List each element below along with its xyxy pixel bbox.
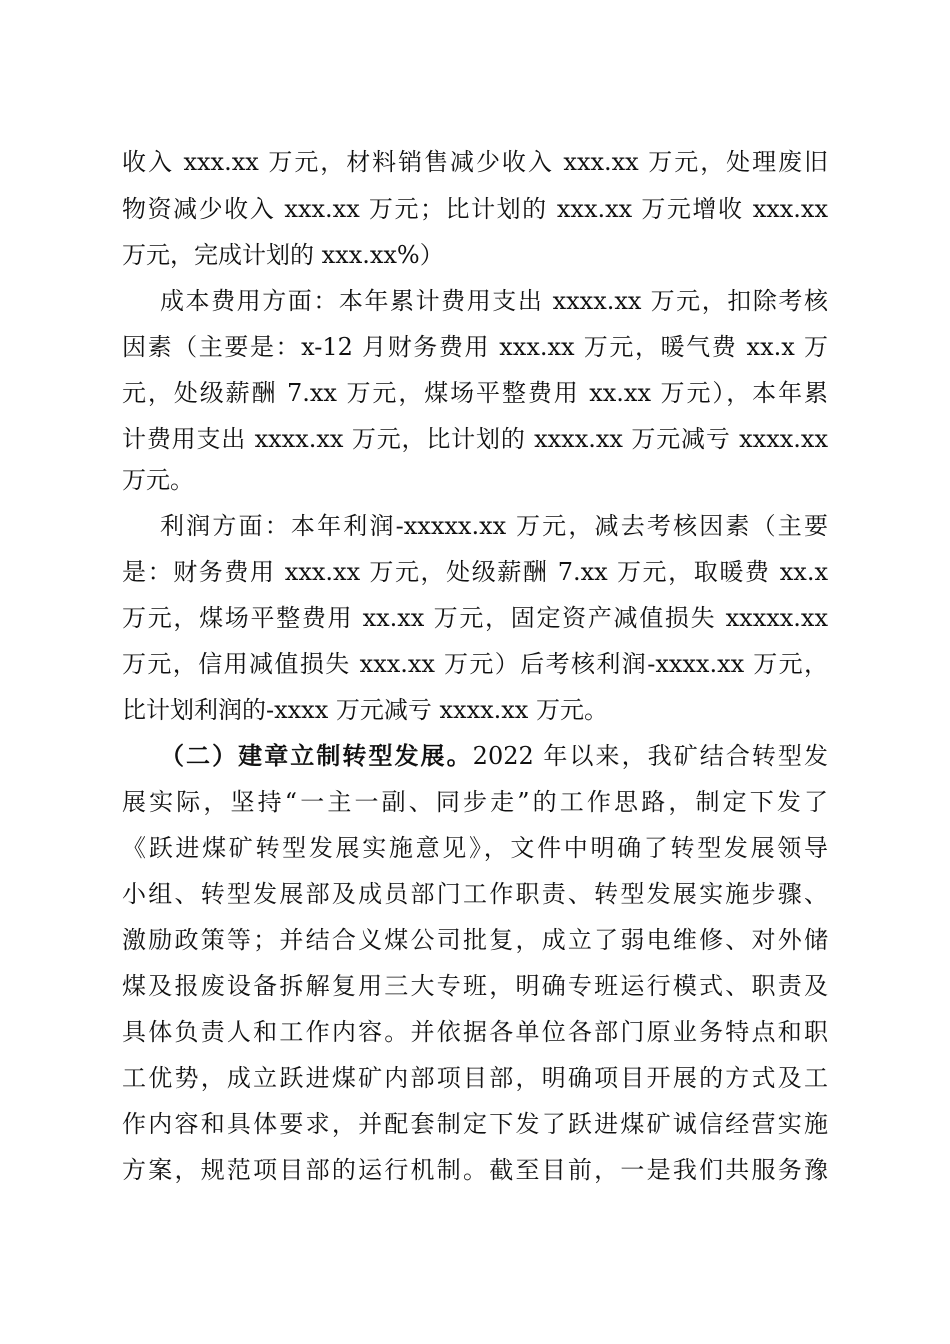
- text-line: 展实际，坚持“一主一副、同步走”的工作思路，制定下发了: [122, 788, 828, 816]
- text-line: 激励政策等；并结合义煤公司批复，成立了弱电维修、对外储: [122, 926, 828, 954]
- text-line: 具体负责人和工作内容。并依据各单位各部门原业务特点和职: [122, 1018, 828, 1046]
- text-line: 方案，规范项目部的运行机制。截至目前，一是我们共服务豫: [122, 1156, 828, 1184]
- text-line: 因素（主要是：x-12 月财务费用 xxx.xx 万元，暖气费 xx.x 万: [122, 333, 828, 361]
- paragraph-first-line: 成本费用方面：本年累计费用支出 xxxx.xx 万元，扣除考核: [160, 287, 828, 315]
- text-line: 万元，完成计划的 xxx.xx%）: [122, 241, 444, 269]
- text-line: 元，处级薪酬 7.xx 万元，煤场平整费用 xx.xx 万元），本年累: [122, 379, 828, 407]
- section-heading: （二）建章立制转型发展。: [160, 742, 473, 770]
- text-line: 物资减少收入 xxx.xx 万元；比计划的 xxx.xx 万元增收 xxx.xx: [122, 195, 828, 223]
- text-line: 《跃进煤矿转型发展实施意见》，文件中明确了转型发展领导: [122, 834, 828, 862]
- text-line: 万元。: [122, 466, 194, 494]
- text-line: 作内容和具体要求，并配套制定下发了跃进煤矿诚信经营实施: [122, 1110, 828, 1138]
- section-heading-line: [160, 742, 828, 770]
- text-line: 收入 xxx.xx 万元，材料销售减少收入 xxx.xx 万元，处理废旧: [122, 148, 828, 176]
- text-line: 是：财务费用 xxx.xx 万元，处级薪酬 7.xx 万元，取暖费 xx.x: [122, 558, 828, 586]
- text-line: 比计划利润的-xxxx 万元减亏 xxxx.xx 万元。: [122, 696, 608, 724]
- text-line: 万元，信用减值损失 xxx.xx 万元）后考核利润-xxxx.xx 万元，: [122, 650, 828, 678]
- text-line: 小组、转型发展部及成员部门工作职责、转型发展实施步骤、: [122, 880, 828, 908]
- text-line: 工优势，成立跃进煤矿内部项目部，明确项目开展的方式及工: [122, 1064, 828, 1092]
- text-line: 煤及报废设备拆解复用三大专班，明确专班运行模式、职责及: [122, 972, 828, 1000]
- paragraph-first-line: 利润方面：本年利润-xxxxx.xx 万元，减去考核因素（主要: [160, 512, 828, 540]
- text-line: 计费用支出 xxxx.xx 万元，比计划的 xxxx.xx 万元减亏 xxxx.xx: [122, 425, 828, 453]
- section-heading-continuation: 2022 年以来，我矿结合转型发: [472, 742, 828, 770]
- text-line: 万元，煤场平整费用 xx.xx 万元，固定资产减值损失 xxxxx.xx: [122, 604, 828, 632]
